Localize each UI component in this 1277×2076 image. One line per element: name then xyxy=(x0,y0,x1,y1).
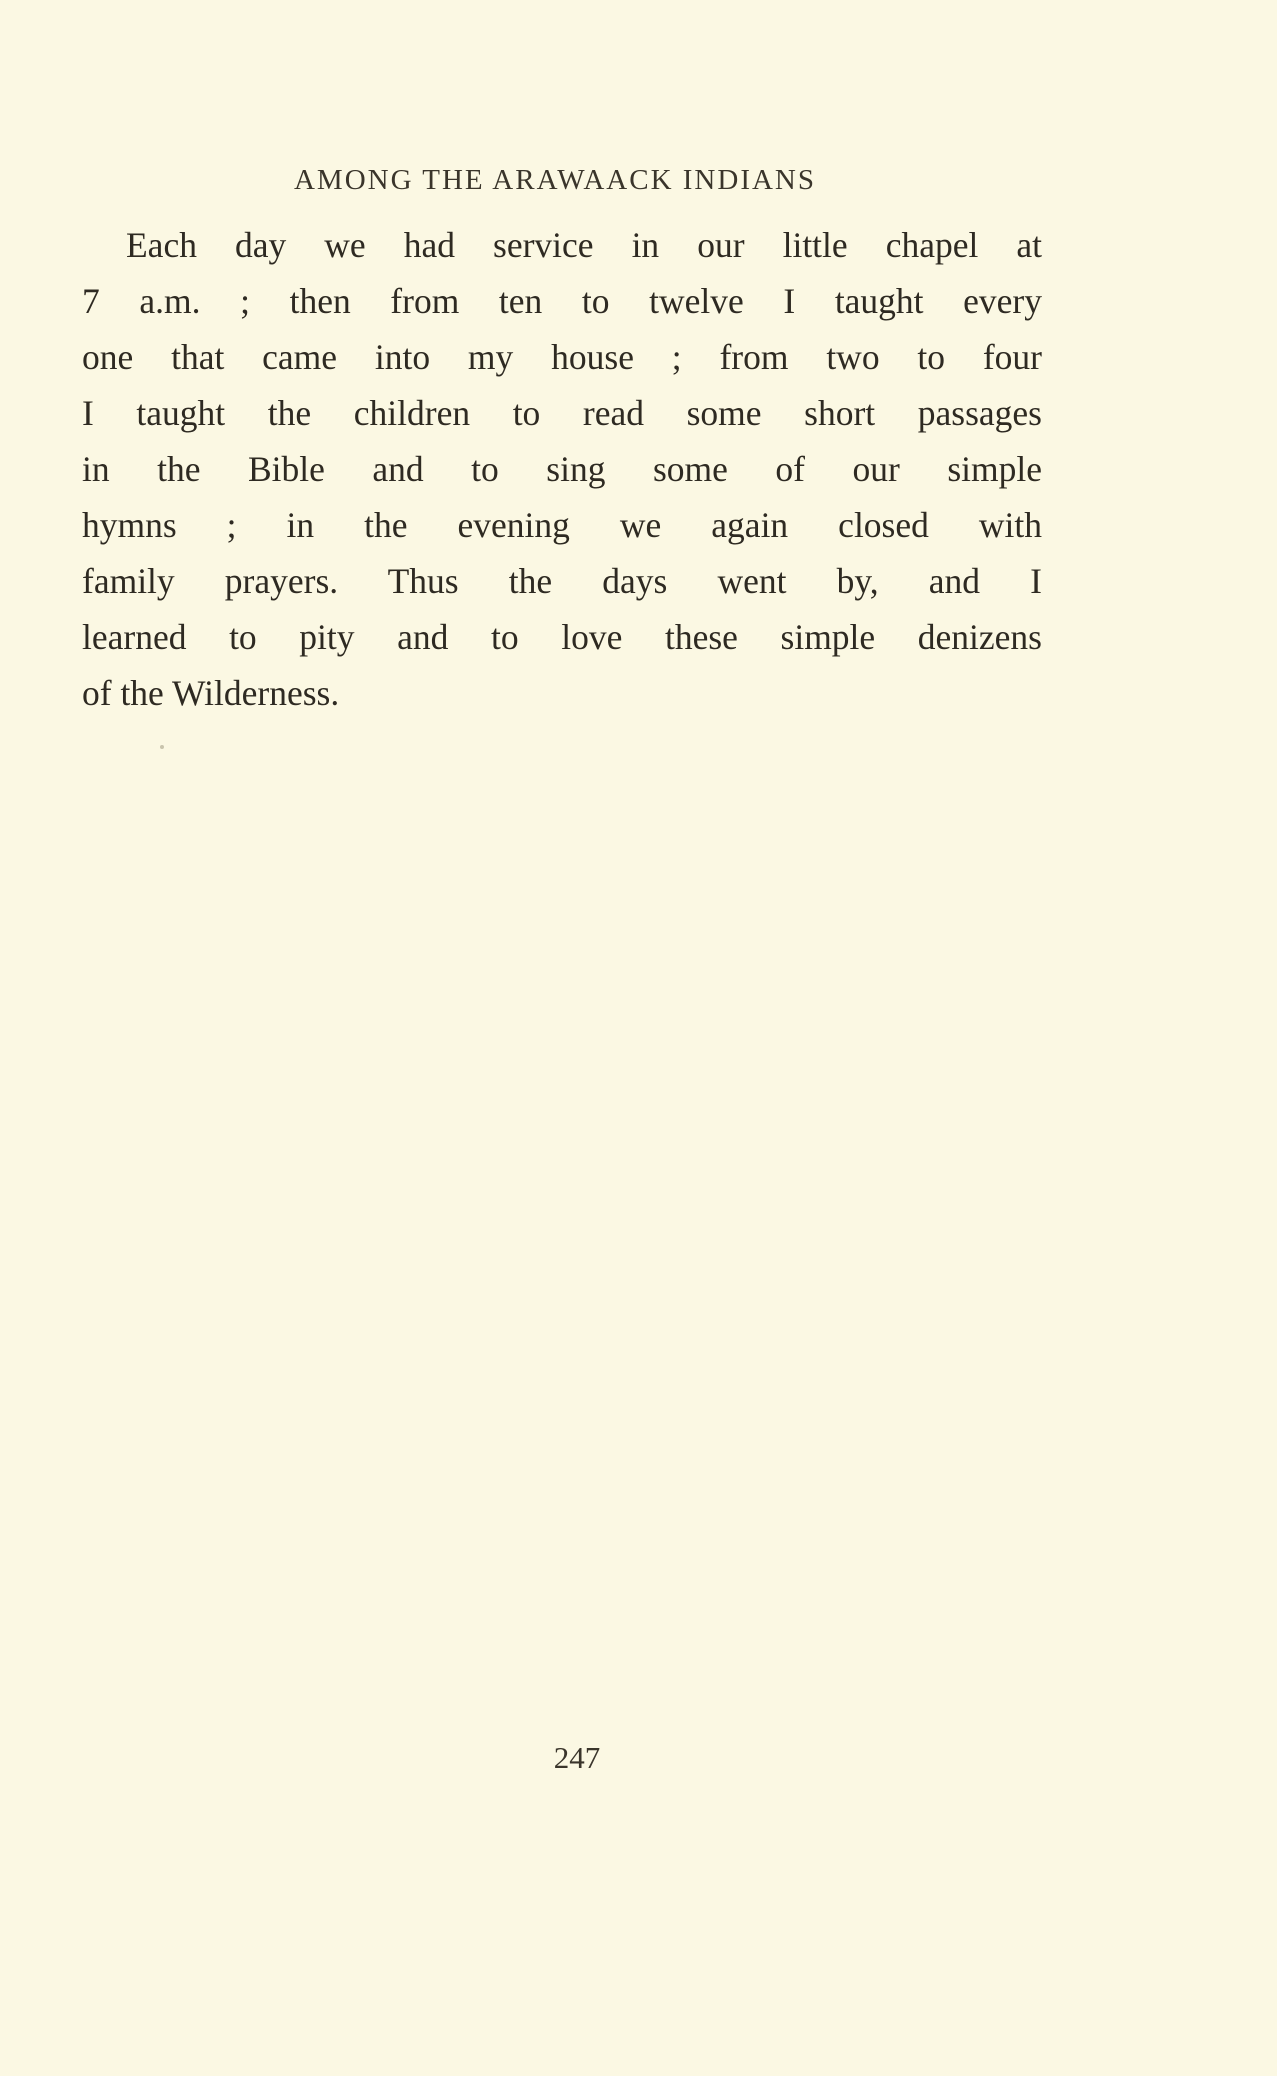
body-paragraph xyxy=(82,217,1042,721)
paper-speck xyxy=(160,745,164,749)
text-line: learned to pity and to love these simple denizens xyxy=(82,617,1042,657)
text-line: of the Wilderness. xyxy=(82,673,340,713)
running-head: AMONG THE ARAWAACK INDIANS xyxy=(293,164,816,196)
text-line: Each day we had service in our little chapel at xyxy=(126,225,1042,265)
text-line: family prayers. Thus the days went by, and I xyxy=(82,561,1042,601)
text-line: 7 a.m. ; then from ten to twelve I taught every xyxy=(82,281,1042,321)
page-number: 247 xyxy=(553,1740,601,1775)
text-line: in the Bible and to sing some of our simple xyxy=(82,449,1042,489)
text-line: hymns ; in the evening we again closed with xyxy=(82,505,1042,545)
text-line: I taught the children to read some short passages xyxy=(82,393,1042,433)
text-line: one that came into my house ; from two to four xyxy=(82,337,1042,377)
